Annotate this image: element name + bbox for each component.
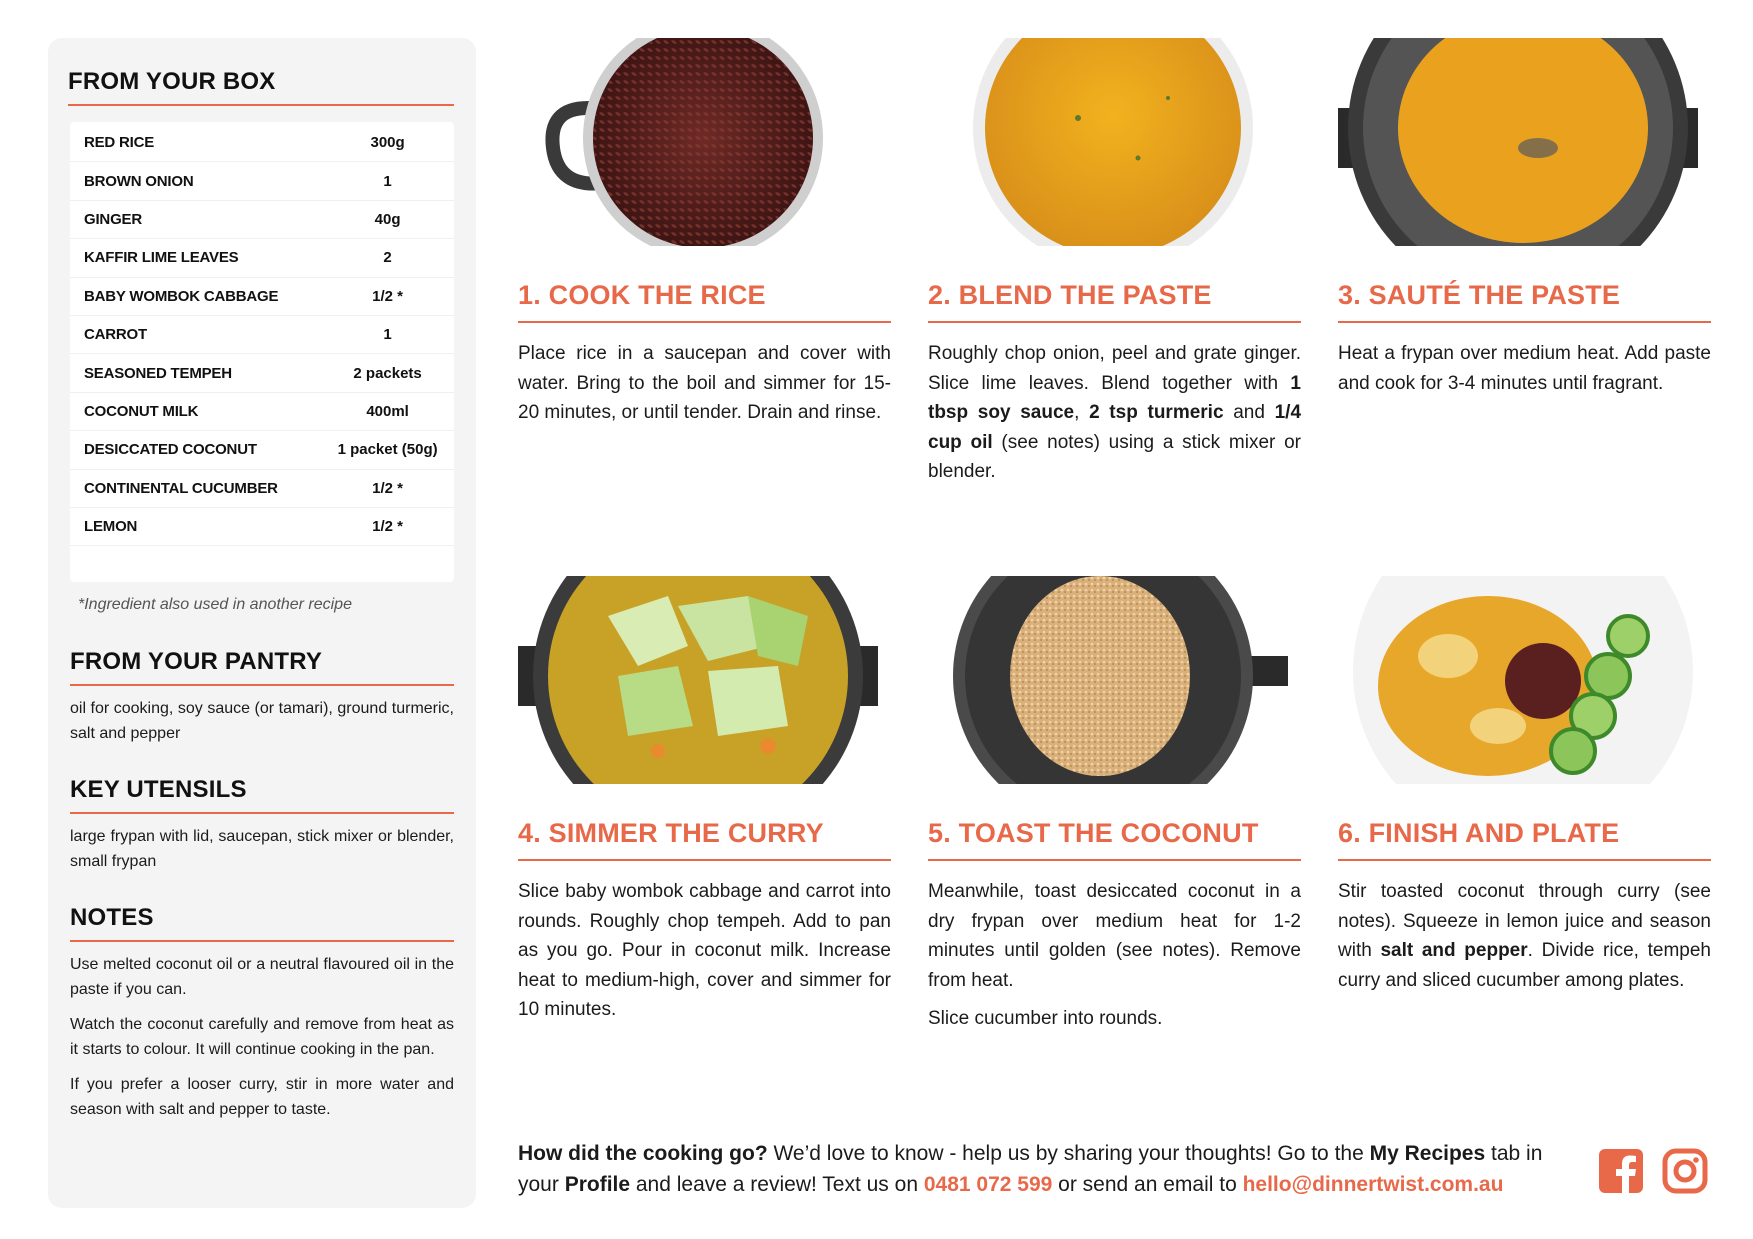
notes-heading: NOTES xyxy=(70,904,454,942)
email-link[interactable]: hello@dinnertwist.com.au xyxy=(1242,1173,1504,1196)
ingredient-name: GINGER xyxy=(84,210,142,228)
pantry-section xyxy=(70,648,454,746)
step-5-paragraph: Meanwhile, toast desiccated coconut in a dry frypan over medium heat for 1-2 minutes until golden (see notes). Remove from heat. xyxy=(928,881,1301,991)
ingredient-name: COCONUT MILK xyxy=(84,402,199,420)
note-item: Use melted coconut oil or a neutral flavoured oil in the paste if you can. xyxy=(70,956,454,998)
ingredient-qty: 1 xyxy=(383,172,392,190)
curry-with-cabbage-photo xyxy=(518,576,878,784)
ingredient-name: LEMON xyxy=(84,518,138,536)
my-recipes-label: My Recipes xyxy=(1369,1142,1486,1165)
ingredient-row xyxy=(70,393,454,431)
pantry-text: oil for cooking, soy sauce (or tamari), ground turmeric, salt and pepper xyxy=(70,700,454,742)
paste-in-frypan-photo xyxy=(1338,38,1698,246)
ingredient-qty: 300g xyxy=(370,134,405,152)
step-3-title: 3. SAUTÉ THE PASTE xyxy=(1338,280,1711,323)
toasted-coconut-photo xyxy=(928,576,1288,784)
profile-label: Profile xyxy=(564,1173,631,1196)
ingredient-row xyxy=(70,278,454,316)
text-run: (see notes) using a stick mixer or blender. xyxy=(928,431,1301,482)
bold-ingredient: salt and pepper xyxy=(1380,940,1528,961)
ingredient-qty: 40g xyxy=(374,210,401,228)
step-2 xyxy=(928,38,1301,496)
ingredient-qty: 1/2 * xyxy=(372,287,404,305)
step-6 xyxy=(1338,576,1711,1004)
ingredient-name: CARROT xyxy=(84,326,147,344)
utensils-section xyxy=(70,776,454,874)
notes-section xyxy=(70,904,454,1122)
ingredient-row xyxy=(70,201,454,239)
ingredient-row xyxy=(70,508,454,546)
ingredients-table xyxy=(70,122,454,582)
ingredient-qty: 2 packets xyxy=(353,364,422,382)
ingredient-name: SEASONED TEMPEH xyxy=(84,364,232,382)
text-run: Roughly chop onion, peel and grate ginger. Slice lime leaves. Blend together with xyxy=(928,343,1301,394)
ingredient-name: BABY WOMBOK CABBAGE xyxy=(84,287,279,305)
ingredient-row xyxy=(70,239,454,277)
ingredient-qty: 2 xyxy=(383,249,392,267)
step-5 xyxy=(928,576,1301,1043)
ingredients-sidebar xyxy=(48,38,476,1208)
instagram-icon[interactable] xyxy=(1662,1148,1708,1194)
ingredient-qty: 1/2 * xyxy=(372,518,404,536)
note-item: If you prefer a looser curry, stir in more water and season with salt and pepper to taste. xyxy=(70,1076,454,1118)
text-run: . Divide rice, tempeh curry and sliced cucumber among plates. xyxy=(1338,940,1711,991)
step-6-text xyxy=(1338,877,1711,995)
step-4 xyxy=(518,576,891,1034)
utensils-text: large frypan with lid, saucepan, stick mixer or blender, small frypan xyxy=(70,828,454,870)
step-1-paragraph: Place rice in a saucepan and cover with water. Bring to the boil and simmer for 15-20 minutes, or until tender. Drain and rinse. xyxy=(518,343,891,423)
ingredient-row xyxy=(70,354,454,392)
from-your-box-heading: FROM YOUR BOX xyxy=(68,68,454,106)
bold-ingredient: 2 tsp turmeric xyxy=(1089,402,1224,423)
ingredient-row xyxy=(70,124,454,162)
key-utensils-heading: KEY UTENSILS xyxy=(70,776,454,814)
step-4-paragraph: Slice baby wombok cabbage and carrot into rounds. Roughly chop tempeh. Add to pan as you go. Pour in coconut milk. Increase heat to medium-high, cover and simmer for 10 minutes. xyxy=(518,881,891,1020)
step-5-paragraph: Slice cucumber into rounds. xyxy=(928,1008,1163,1029)
step-2-text xyxy=(928,339,1301,487)
ingredient-qty: 1/2 * xyxy=(372,479,404,497)
ingredient-qty: 1 packet (50g) xyxy=(337,441,438,459)
feedback-footer xyxy=(518,1138,1578,1200)
step-1-text xyxy=(518,339,891,428)
ingredient-footnote: *Ingredient also used in another recipe xyxy=(78,596,352,613)
text-run: Stir toasted coconut through curry (see notes). Squeeze in lemon juice and season with xyxy=(1338,881,1711,961)
text-run: We’d love to know - help us by sharing your thoughts! Go to the xyxy=(767,1142,1370,1165)
ingredient-qty: 1 xyxy=(383,326,392,344)
yellow-paste-photo xyxy=(928,38,1288,246)
ingredient-name: KAFFIR LIME LEAVES xyxy=(84,249,239,267)
text-run: and leave a review! Text us on xyxy=(630,1173,924,1196)
text-run: or send an email to xyxy=(1052,1173,1243,1196)
ingredient-name: BROWN ONION xyxy=(84,172,194,190)
text-run: , xyxy=(1074,402,1090,423)
ingredient-name: DESICCATED COCONUT xyxy=(84,441,257,459)
step-2-title: 2. BLEND THE PASTE xyxy=(928,280,1301,323)
step-6-paragraph xyxy=(1338,877,1711,995)
note-item: Watch the coconut carefully and remove from heat as it starts to colour. It will continue cooking in the pan. xyxy=(70,1016,454,1058)
ingredient-name: CONTINENTAL CUCUMBER xyxy=(84,479,278,497)
from-your-pantry-heading: FROM YOUR PANTRY xyxy=(70,648,454,686)
ingredient-row xyxy=(70,431,454,469)
ingredient-name: RED RICE xyxy=(84,134,155,152)
step-3-text xyxy=(1338,339,1711,398)
red-rice-photo xyxy=(518,38,878,246)
step-4-text xyxy=(518,877,891,1025)
step-6-title: 6. FINISH AND PLATE xyxy=(1338,818,1711,861)
step-1 xyxy=(518,38,891,437)
social-icons xyxy=(1598,1148,1708,1194)
ingredient-row xyxy=(70,470,454,508)
facebook-icon[interactable] xyxy=(1598,1148,1644,1194)
ingredient-qty: 400ml xyxy=(366,402,409,420)
ingredient-row xyxy=(70,316,454,354)
step-3-paragraph: Heat a frypan over medium heat. Add paste and cook for 3-4 minutes until fragrant. xyxy=(1338,343,1711,394)
feedback-question: How did the cooking go? xyxy=(518,1142,768,1165)
step-5-text xyxy=(928,877,1301,1034)
step-4-title: 4. SIMMER THE CURRY xyxy=(518,818,891,861)
step-2-paragraph xyxy=(928,339,1301,487)
step-5-title: 5. TOAST THE COCONUT xyxy=(928,818,1301,861)
bold-ingredient: 1 tbsp soy sauce xyxy=(928,372,1301,423)
step-1-title: 1. COOK THE RICE xyxy=(518,280,891,323)
notes-text xyxy=(70,952,454,1122)
bold-ingredient: 1/4 cup oil xyxy=(928,402,1302,453)
ingredient-row xyxy=(70,162,454,200)
phone-link[interactable]: 0481 072 599 xyxy=(923,1173,1053,1196)
step-3 xyxy=(1338,38,1711,407)
text-run: tab in your xyxy=(518,1142,1543,1196)
text-run: and xyxy=(1223,402,1275,423)
plated-curry-photo xyxy=(1338,576,1698,784)
